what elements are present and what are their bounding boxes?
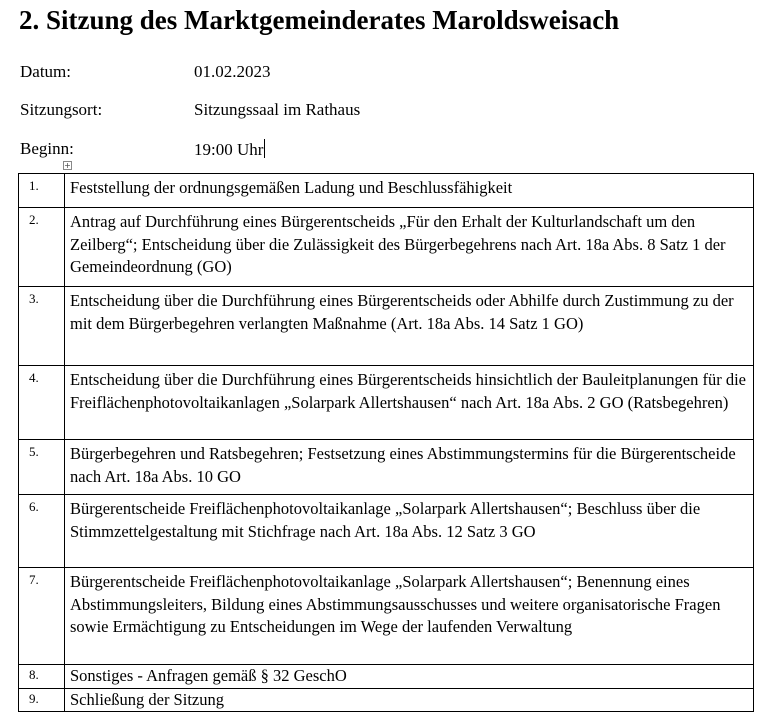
- agenda-number[interactable]: 6.: [19, 495, 65, 568]
- table-row: [19, 208, 754, 287]
- document-title[interactable]: 2. Sitzung des Marktgemeinderates Maroldsweisach: [19, 5, 620, 35]
- table-row: [19, 495, 754, 568]
- agenda-number[interactable]: 5.: [19, 440, 65, 495]
- table-row: [19, 174, 754, 208]
- move-handle-icon[interactable]: +: [64, 161, 71, 170]
- agenda-text[interactable]: Antrag auf Durchführung eines Bürgerentscheids „Für den Erhalt der Kulturlandschaft um den Zeilberg“; Entscheidung über die Zulässigkeit des Bürgerbegehrens nach Art. 18a Abs. 8 Satz 1 der Gemeindeordnung (GO): [65, 208, 754, 287]
- table-row: [19, 688, 754, 712]
- sitzungsort-value[interactable]: Sitzungssaal im Rathaus: [194, 100, 361, 119]
- beginn-label[interactable]: Beginn:: [20, 139, 74, 158]
- agenda-table: [18, 173, 754, 712]
- datum-value[interactable]: 01.02.2023: [194, 62, 271, 81]
- table-row: [19, 568, 754, 665]
- beginn-value[interactable]: 19:00 Uhr: [194, 140, 264, 159]
- beginn-value-line[interactable]: [194, 139, 265, 160]
- agenda-text[interactable]: Schließung der Sitzung: [65, 688, 754, 712]
- agenda-number[interactable]: 2.: [19, 208, 65, 287]
- text-cursor: [264, 139, 265, 158]
- sitzungsort-label[interactable]: Sitzungsort:: [20, 100, 103, 119]
- table-row: [19, 440, 754, 495]
- agenda-text[interactable]: Entscheidung über die Durchführung eines Bürgerentscheids hinsichtlich der Bauleitplanungen für die Freiflächenphotovoltaikanlagen „Solarpark Allertshausen“ nach Art. 18a Abs. 2 GO (Ratsbegehren): [65, 366, 754, 440]
- agenda-text[interactable]: Feststellung der ordnungsgemäßen Ladung und Beschlussfähigkeit: [65, 174, 754, 208]
- agenda-number[interactable]: 8.: [19, 665, 65, 689]
- agenda-number[interactable]: 7.: [19, 568, 65, 665]
- agenda-number[interactable]: 1.: [19, 174, 65, 208]
- agenda-text[interactable]: Entscheidung über die Durchführung eines Bürgerentscheids oder Abhilfe durch Zustimmung zu der mit dem Bürgerbegehren verlangten Maßnahme (Art. 18a Abs. 14 Satz 1 GO): [65, 287, 754, 366]
- agenda-number[interactable]: 9.: [19, 688, 65, 712]
- agenda-number[interactable]: 3.: [19, 287, 65, 366]
- table-row: [19, 287, 754, 366]
- agenda-text[interactable]: Bürgerentscheide Freiflächenphotovoltaikanlage „Solarpark Allertshausen“; Beschluss über die Stimmzettelgestaltung mit Stichfrage nach Art. 18a Abs. 12 Satz 3 GO: [65, 495, 754, 568]
- agenda-text[interactable]: Bürgerbegehren und Ratsbegehren; Festsetzung eines Abstimmungstermins für die Bürgerentscheide nach Art. 18a Abs. 10 GO: [65, 440, 754, 495]
- agenda-text[interactable]: Bürgerentscheide Freiflächenphotovoltaikanlage „Solarpark Allertshausen“; Benennung eines Abstimmungsleiters, Bildung eines Abstimmungsausschusses und weitere organisatorische Fragen sowie Ermächtigung zu Entscheidungen im Wege der laufenden Verwaltung: [65, 568, 754, 665]
- agenda-text[interactable]: Sonstiges - Anfragen gemäß § 32 GeschO: [65, 665, 754, 689]
- table-row: [19, 665, 754, 689]
- table-row: [19, 366, 754, 440]
- datum-label[interactable]: Datum:: [20, 62, 71, 81]
- agenda-number[interactable]: 4.: [19, 366, 65, 440]
